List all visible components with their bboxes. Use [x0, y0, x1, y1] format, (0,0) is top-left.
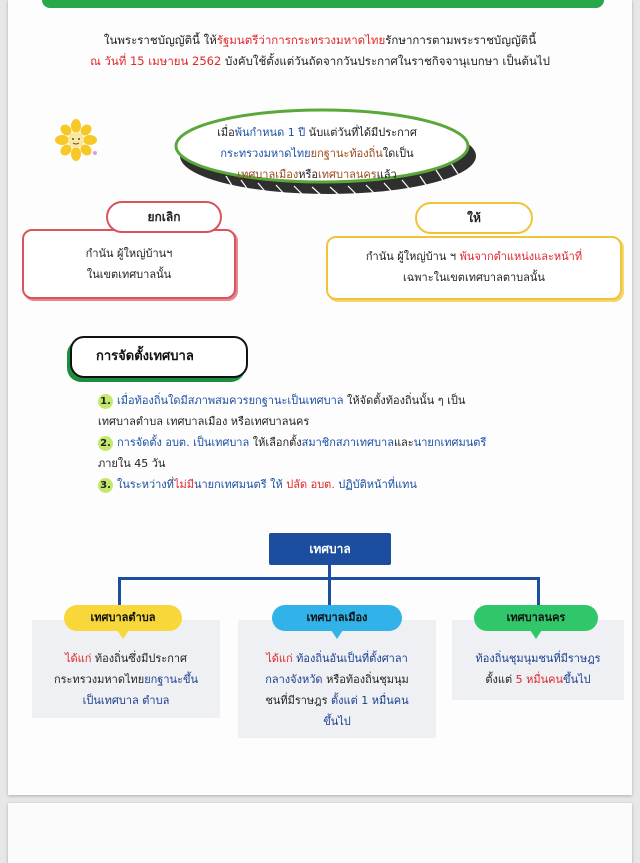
cancel-label: ยกเลิก [106, 201, 222, 233]
intro-line-1: ในพระราชบัญญัตินี้ ให้รัฐมนตรีว่าการกระทรวงมหาดไทยรักษาการตามพระราชบัญญัตินี้ [103, 33, 537, 47]
next-page [8, 803, 632, 863]
step-item: 3. ในระหว่างที่ไม่มีนายกเทศมนตรี ให้ ปลัด อบต. ปฏิบัติหน้าที่แทน [98, 474, 608, 495]
card-mueang: ได้แก่ ท้องถิ่นอันเป็นที่ตั้งศาลา กลางจังหวัด หรือท้องถิ่นชุมนุม ชนที่มีราษฎร ตั้งแต่ 1 หมื่นคน ขึ้นไป [238, 620, 436, 738]
condition-text: เมื่อพ้นกำหนด 1 ปี นับแต่วันที่ได้มีประกาศ กระทรวงมหาดไทยยกฐานะท้องถิ่นใดเป็น เทศบาลเมืองหรือเทศบาลนครแล้ว [217, 126, 417, 181]
tag-tambon: เทศบาลตำบล [64, 605, 182, 631]
header-banner [42, 0, 604, 8]
section-title: การจัดตั้งเทศบาล [70, 336, 248, 378]
tag-mueang: เทศบาลเมือง [272, 605, 402, 631]
steps-list: 1. เมื่อท้องถิ่นใดมีสภาพสมควรยกฐานะเป็นเทศบาล ให้จัดตั้งท้องถิ่นนั้น ๆ เป็น เทศบาลตำบล เทศบาลเมือง หรือเทศบาลนคร 2. การจัดตั้ง อบต. เป็นเทศบาล ให้เลือกตั้งสมาชิกสภาเทศบาลและนายกเทศมนตรี ภายใน 45 วัน 3. ในระหว่างที่ไม่มีนายกเทศมนตรี ให้ ปลัด อบต. ปฏิบัติหน้าที่แทน [98, 390, 608, 495]
assign-box: กำนัน ผู้ใหญ่บ้าน ฯ พ้นจากตำแหน่งและหน้าที่ เฉพาะในเขตเทศบาลตาบลนั้น [326, 236, 622, 300]
step-item: 2. การจัดตั้ง อบต. เป็นเทศบาล ให้เลือกตั้งสมาชิกสภาเทศบาลและนายกเทศมนตรี [98, 432, 608, 453]
assign-label: ให้ [415, 202, 533, 234]
step-item: 1. เมื่อท้องถิ่นใดมีสภาพสมควรยกฐานะเป็นเทศบาล ให้จัดตั้งท้องถิ่นนั้น ๆ เป็น [98, 390, 608, 411]
tree-connector [328, 577, 331, 605]
document-page [8, 0, 632, 795]
tag-nakhon: เทศบาลนคร [474, 605, 598, 631]
tree-connector [537, 577, 540, 605]
tree-connector [118, 577, 121, 605]
cancel-box: กำนัน ผู้ใหญ่บ้านฯ ในเขตเทศบาลนั้น [22, 229, 236, 299]
card-tambon: ได้แก่ ท้องถิ่นซึ่งมีประกาศ กระทรวงมหาดไทยยกฐานะขึ้น เป็นเทศบาล ตำบล [32, 620, 220, 718]
card-nakhon: ท้องถิ่นชุมนุมชนที่มีราษฎร ตั้งแต่ 5 หมื่นคนขึ้นไป [452, 620, 624, 700]
intro-text [8, 30, 632, 72]
tree-root: เทศบาล [269, 533, 391, 565]
sun-flower-icon [54, 118, 98, 162]
intro-line-2: ณ วันที่ 15 เมษายน 2562 บังคับใช้ตั้งแต่วันถัดจากวันประกาศในราชกิจจานุเบกษา เป็นต้นไป [90, 54, 550, 68]
